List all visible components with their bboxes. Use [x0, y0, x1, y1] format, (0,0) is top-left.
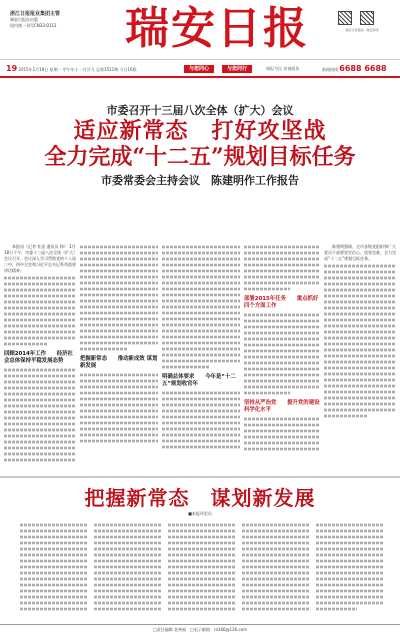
section-subhead: 明确总体要求 今年是“十二五”规划收官年 [162, 374, 236, 387]
headline-kicker: 市委召开十三届八次全体（扩大）会议 [106, 104, 294, 117]
closing-paragraph: 陈建明强调，全市各级党组织和广大党员干部要坚定信心、攻坚克难，全力完成“十二五”规划目标任务。 [324, 244, 396, 261]
section-subhead: 把握新常态 推动新成效 谋划新发展 [80, 356, 158, 369]
slogan-tag: 与您同行 [222, 65, 252, 73]
section-subhead: 部署2015年任务 重点抓好四个方面工作 [244, 296, 319, 309]
commentary-column [20, 522, 88, 622]
slogan-tag: 与您同心 [184, 65, 214, 73]
article-column [244, 244, 320, 462]
article-column [4, 244, 76, 462]
qr-code-icon [338, 11, 352, 25]
qr-label: 瑞安日报微信 · 瑞安新闻 [345, 28, 379, 32]
lead-paragraph: 本报讯（记者 杜思 通讯员 林） 1月18日下午，市委十三届八次全体（扩大）会议召开。会议深入学习贯彻党的十八届三中、四中全会和习近平总书记系列重要讲话精神。 [4, 244, 76, 273]
section-subhead: 回顾2014年工作 经济社会总体保持平稳发展态势 [4, 351, 73, 364]
headline-main-2: 全力完成“十二五”规划目标任务 [44, 144, 356, 170]
hotline-number: 6688 6688 [339, 64, 387, 73]
headline-main-1: 适应新常态 打好攻坚战 [73, 118, 327, 144]
article-column [162, 244, 240, 462]
commentary-column [94, 522, 162, 622]
issue-day: 19 [6, 64, 18, 73]
article-column [324, 244, 396, 462]
masthead-info-line: 国内统一刊号CN33-0112 [10, 23, 57, 28]
tagline: 瑞报为民 真诚服务 [266, 66, 300, 71]
masthead-info-line: 浙江日报报业集团主管 [10, 11, 61, 17]
masthead-rule [0, 76, 400, 78]
section-subhead: 坚持从严治党 提升党的建设科学化水平 [244, 400, 320, 413]
hotline-label: 新闻热线 [322, 67, 338, 72]
commentary-section [0, 476, 400, 624]
commentary-title: 把握新常态 谋划新发展 [84, 486, 316, 510]
date-bar [0, 64, 400, 74]
commentary-column [316, 522, 384, 622]
commentary-byline: ■本报评论员 [188, 511, 212, 516]
page-footer: □责任编辑 金善福 □电子邮箱：ra166@126.com [0, 624, 400, 634]
headline-subtitle: 市委常委会主持会议 陈建明作工作报告 [101, 174, 299, 187]
qr-code-icon [360, 11, 374, 25]
news-hotline [322, 64, 387, 75]
newspaper-title: 瑞安日报 [125, 3, 309, 54]
commentary-column [168, 522, 236, 622]
masthead-info-line: 瑞安日报社出版 [10, 17, 38, 22]
masthead [0, 0, 400, 60]
commentary-column [242, 522, 310, 622]
article-column [80, 244, 158, 462]
masthead-info [10, 11, 92, 29]
issue-date-text: 2015年1月19日 星期一 甲午年十一月廿九 总第3511期 今日16版 [18, 67, 137, 72]
issue-date [6, 64, 137, 75]
lead-headline [0, 82, 400, 189]
